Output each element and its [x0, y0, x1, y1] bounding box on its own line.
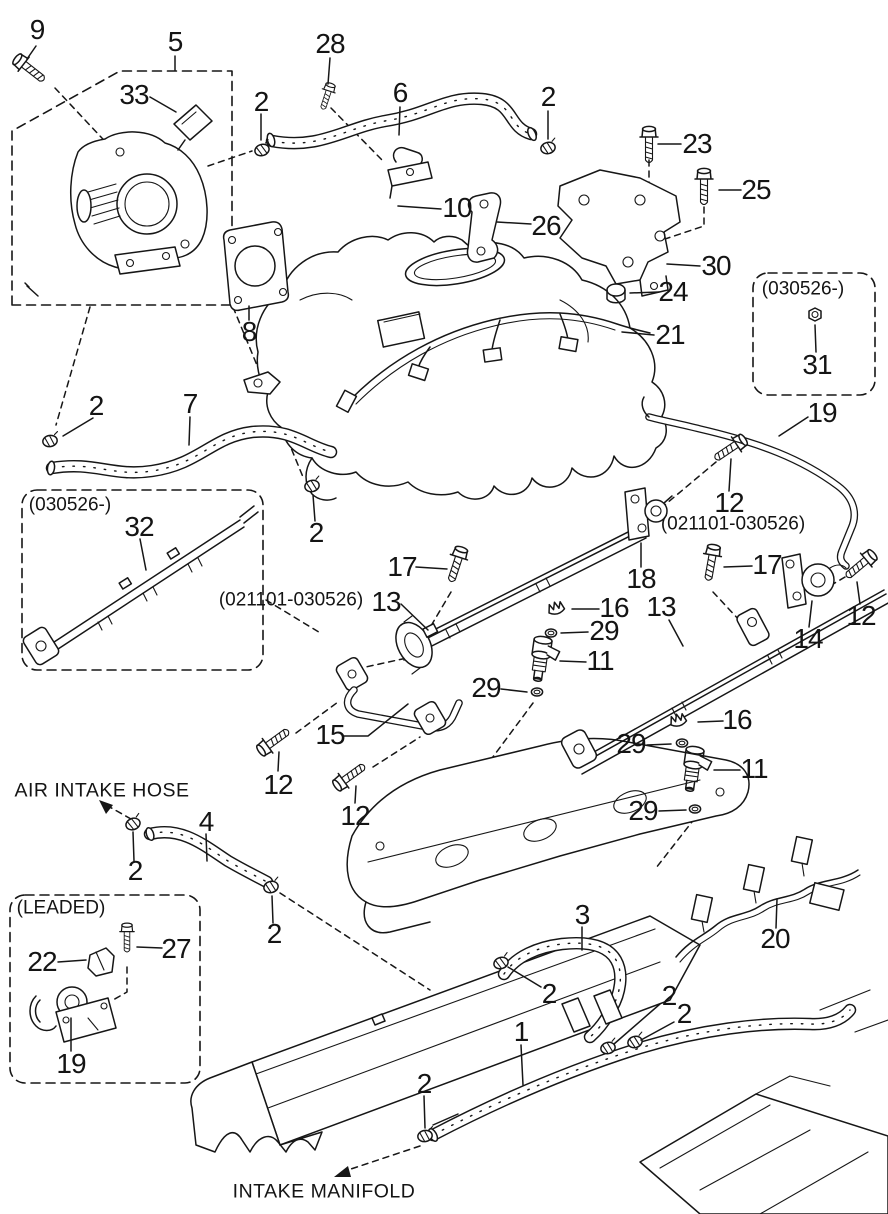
label-note-leaded: (LEADED): [16, 897, 106, 919]
label-part-2-b: 2: [540, 81, 556, 112]
label-part-12-d: 12: [340, 800, 370, 831]
label-part-29-c: 29: [616, 728, 646, 759]
label-part-7: 7: [182, 388, 198, 419]
label-part-4: 4: [198, 806, 214, 837]
label-part-9: 9: [29, 14, 45, 45]
label-part-2-a: 2: [253, 86, 269, 117]
label-note-030526-left: (030526-): [28, 494, 112, 516]
label-part-30: 30: [701, 250, 731, 281]
label-part-2-h: 2: [676, 998, 692, 1029]
label-part-6: 6: [392, 77, 408, 108]
label-part-2-g: 2: [661, 980, 677, 1011]
label-part-19-a: 19: [807, 397, 837, 428]
label-part-32: 32: [124, 511, 154, 542]
label-part-16-a: 16: [599, 592, 629, 623]
label-part-28: 28: [315, 28, 345, 59]
label-part-14: 14: [793, 623, 823, 654]
label-part-17-b: 17: [752, 549, 782, 580]
label-part-15: 15: [315, 719, 345, 750]
label-part-29-d: 29: [628, 795, 658, 826]
label-part-20: 20: [760, 923, 790, 954]
label-part-26: 26: [531, 210, 561, 241]
label-part-8: 8: [241, 316, 257, 347]
label-part-12-a: 12: [714, 487, 744, 518]
label-part-2-i: 2: [127, 855, 143, 886]
label-note-030526-right: (030526-): [761, 278, 845, 300]
label-part-29-a: 29: [589, 615, 619, 646]
label-part-10: 10: [442, 192, 472, 223]
label-part-17-a: 17: [387, 551, 417, 582]
label-part-2-e: 2: [541, 978, 557, 1009]
label-part-19-b: 19: [56, 1048, 86, 1079]
label-part-2-j: 2: [266, 918, 282, 949]
label-part-21: 21: [655, 319, 685, 350]
label-caption-intake-manifold: INTAKE MANIFOLD: [232, 1180, 416, 1203]
label-part-12-c: 12: [263, 769, 293, 800]
label-part-13-a: 13: [371, 586, 401, 617]
label-part-29-b: 29: [471, 672, 501, 703]
label-part-3: 3: [574, 899, 590, 930]
label-part-12-b: 12: [846, 600, 876, 631]
label-part-27: 27: [161, 933, 191, 964]
label-part-13-b: 13: [646, 591, 676, 622]
label-caption-air-intake-hose: AIR INTAKE HOSE: [14, 779, 190, 802]
label-part-16-b: 16: [722, 704, 752, 735]
label-part-24: 24: [658, 276, 688, 307]
label-part-31: 31: [802, 349, 832, 380]
label-part-22: 22: [27, 946, 57, 977]
label-part-1: 1: [513, 1016, 529, 1047]
label-part-18: 18: [626, 563, 656, 594]
label-note-021101-left: (021101-030526): [218, 589, 364, 611]
label-part-25: 25: [741, 174, 771, 205]
label-part-2-f: 2: [416, 1068, 432, 1099]
label-part-23: 23: [682, 128, 712, 159]
label-part-11-b: 11: [740, 753, 768, 784]
label-part-2-c: 2: [88, 390, 104, 421]
label-part-2-d: 2: [308, 517, 324, 548]
label-part-33: 33: [119, 79, 149, 110]
label-note-021101-right: (021101-030526): [660, 513, 806, 535]
label-part-11-a: 11: [586, 645, 614, 676]
label-part-5: 5: [167, 26, 183, 57]
